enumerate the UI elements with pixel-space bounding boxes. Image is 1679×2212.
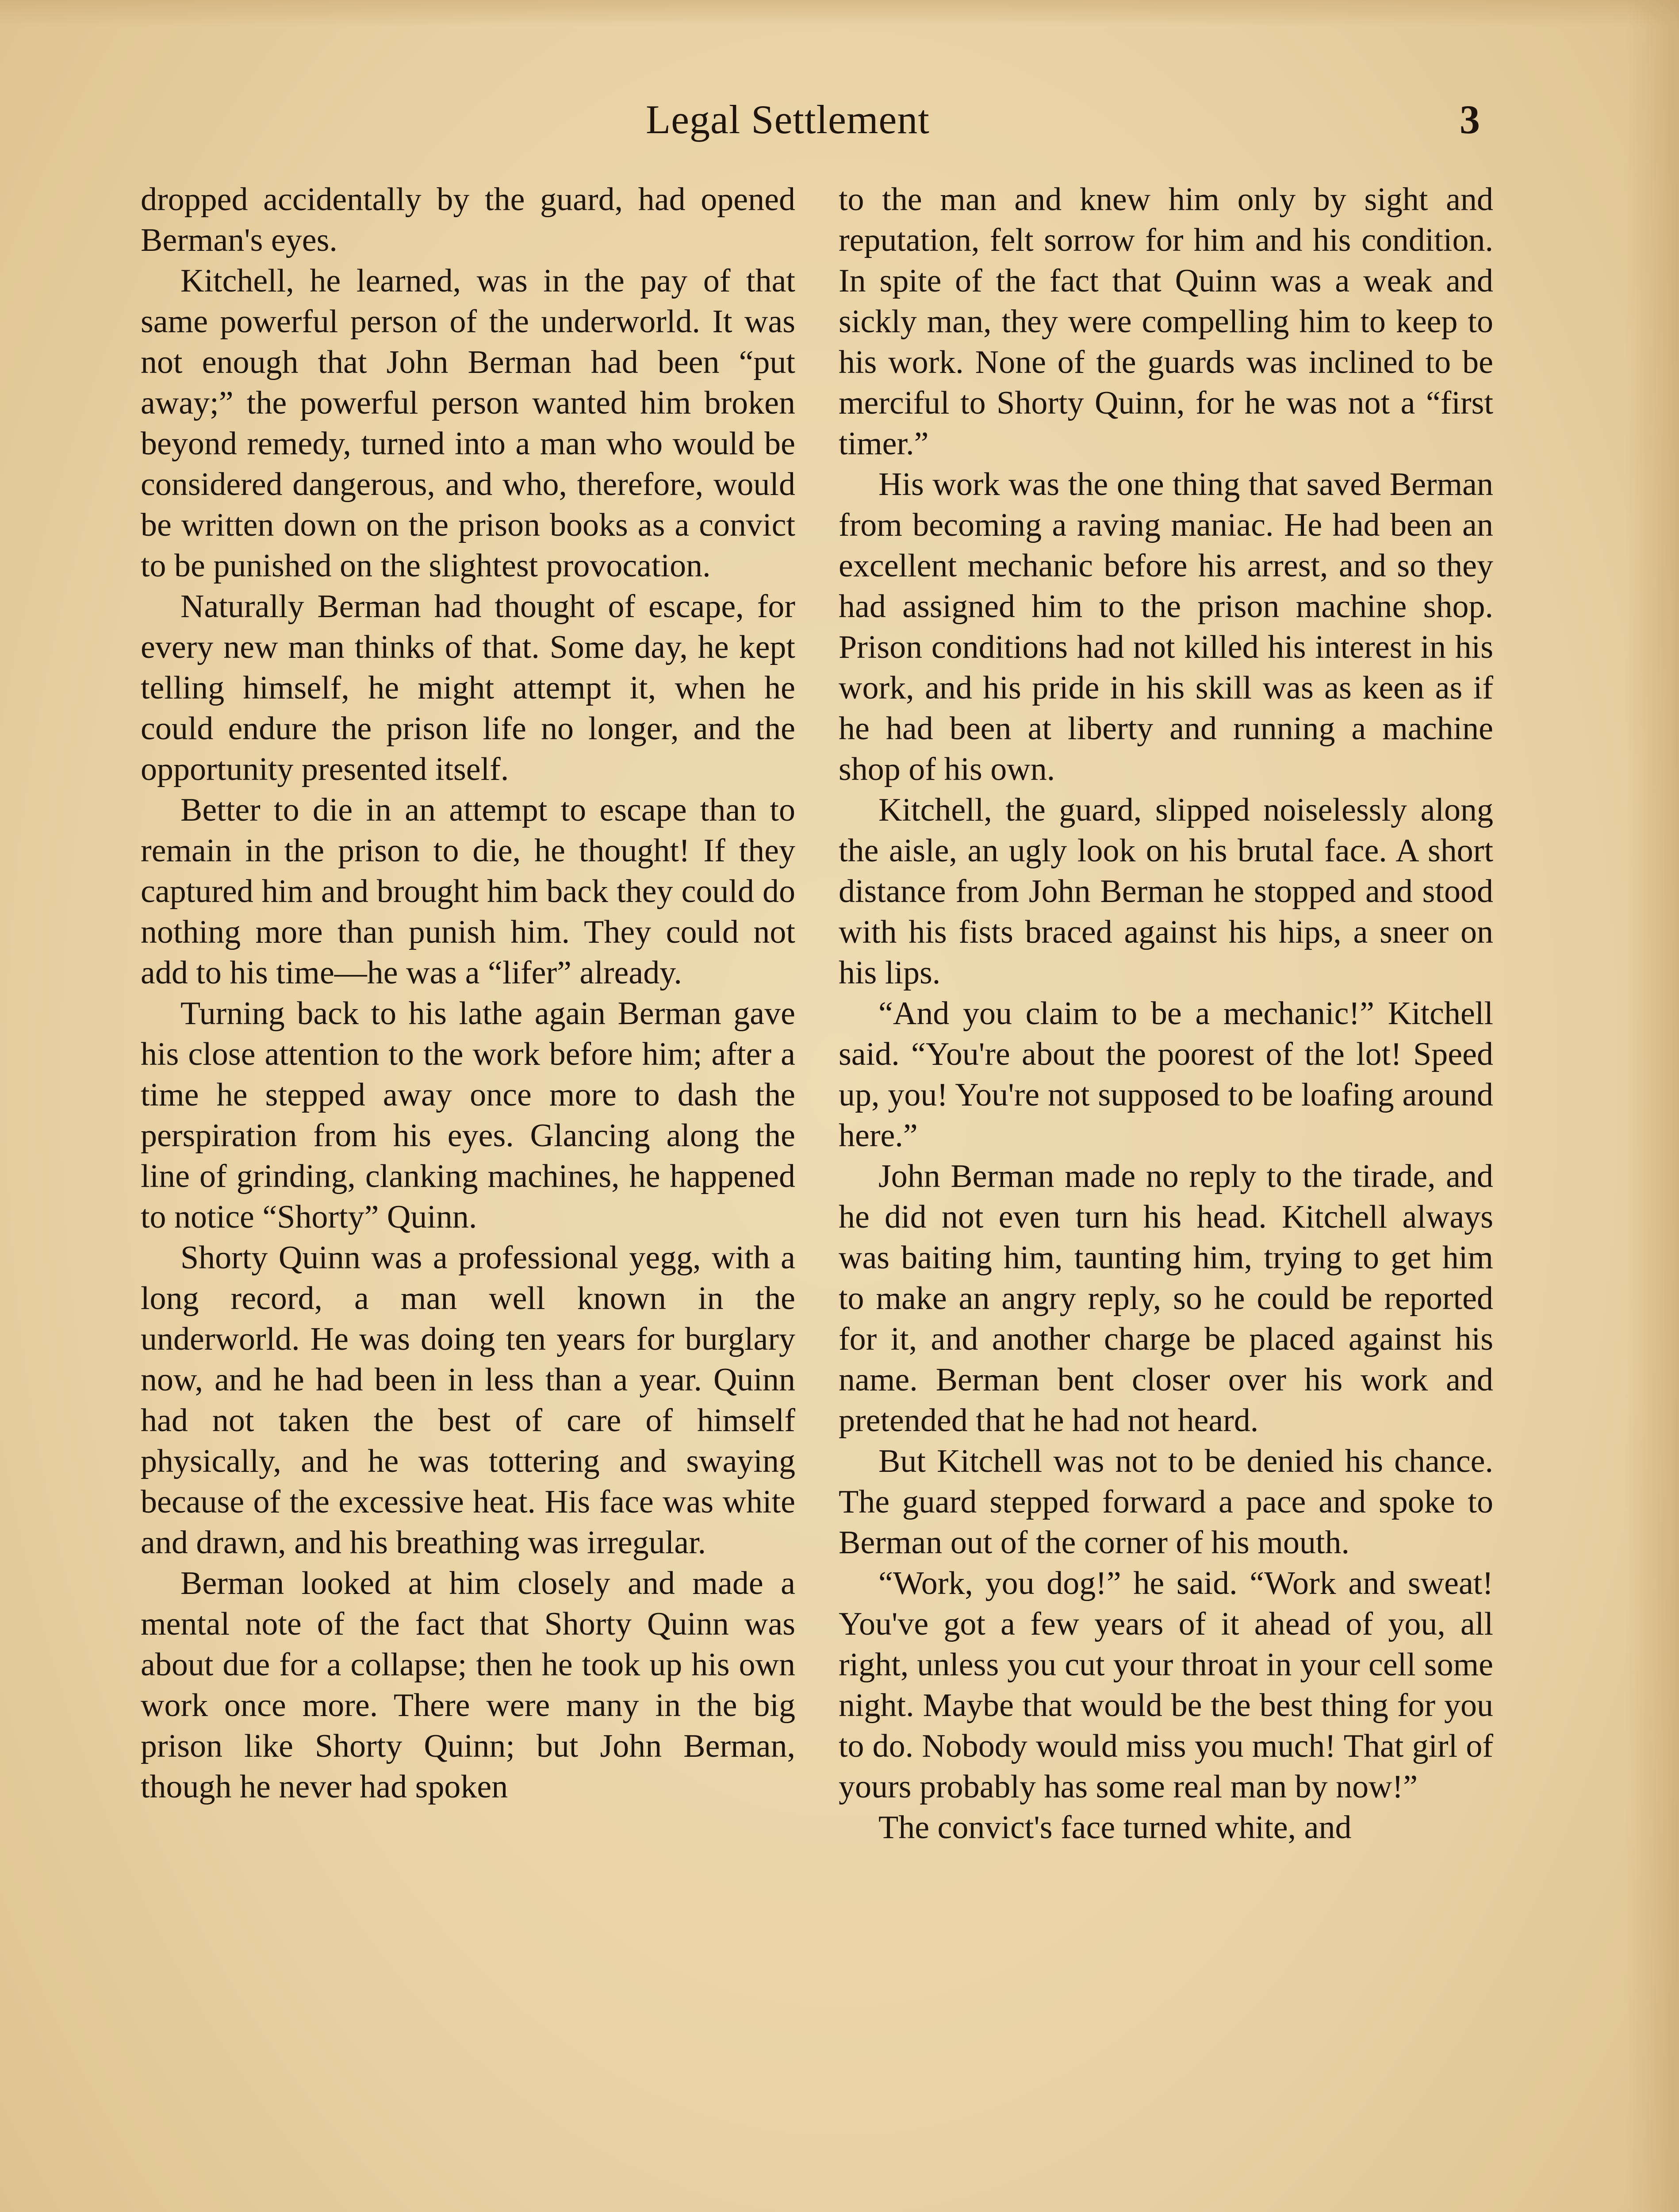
paragraph: Shorty Quinn was a professional yegg, with a long record, a man well known in the underworld. He was doing ten years for burglary now, and he had been in less than a year. Quinn had not taken the best of care of himself physically, and he was tottering and swaying because of the excessive heat. His face was white and drawn, and his breathing was irregular.: [141, 1240, 795, 1561]
paper-edge-shading: [1626, 0, 1679, 2212]
paragraph: Berman looked at him closely and made a mental note of the fact that Shorty Quinn was about due for a collapse; then he took up his own work once more. There were many in the big prison like Shorty Quinn; but John Berman, though he never had spoken: [141, 1565, 795, 1805]
text-column-right: [839, 179, 1493, 2212]
paragraph: dropped accidentally by the guard, had opened Berman's eyes.: [141, 181, 795, 258]
running-title: Legal Settlement: [646, 97, 930, 142]
text-column-left: [141, 179, 795, 2212]
paragraph: Kitchell, the guard, slipped noiselessly along the aisle, an ugly look on his brutal face. A short distance from John Berman he stopped and stood with his fists braced against his hips, a sneer on his lips.: [839, 792, 1493, 991]
paragraph: “And you claim to be a mechanic!” Kitchell said. “You're about the poorest of the lot! Speed up, you! You're not supposed to be loafing around here.”: [839, 995, 1493, 1154]
paragraph: John Berman made no reply to the tirade, and he did not even turn his head. Kitchell always was baiting him, taunting him, trying to get him to make an angry reply, so he could be reported for it, and another charge be placed against his name. Berman bent closer over his work and pretended that he had not heard.: [839, 1158, 1493, 1439]
paragraph: Turning back to his lathe again Berman gave his close attention to the work before him; after a time he stepped away once more to dash the perspiration from his eyes. Glancing along the line of grinding, clanking machines, he happened to notice “Shorty” Quinn.: [141, 995, 795, 1235]
paragraph: His work was the one thing that saved Berman from becoming a raving maniac. He had been an excellent mechanic before his arrest, and so they had assigned him to the prison machine shop. Prison conditions had not killed his interest in his work, and his pride in his skill was as keen as if he had been at liberty and running a machine shop of his own.: [839, 466, 1493, 787]
paragraph: Better to die in an attempt to escape than to remain in the prison to die, he thought! If they captured him and brought him back they could do nothing more than punish him. They could not add to his time—he was a “lifer” already.: [141, 792, 795, 991]
paragraph: to the man and knew him only by sight and reputation, felt sorrow for him and his condition. In spite of the fact that Quinn was a weak and sickly man, they were compelling him to keep to his work. None of the guards was inclined to be merciful to Shorty Quinn, for he was not a “first timer.”: [839, 181, 1493, 462]
paragraph: Kitchell, he learned, was in the pay of that same powerful person of the underworld. It was not enough that John Berman had been “put away;” the powerful person wanted him broken beyond remedy, turned into a man who would be considered dangerous, and who, therefore, would be written down on the prison books as a convict to be punished on the slightest provocation.: [141, 263, 795, 584]
page-number: 3: [1460, 97, 1480, 142]
paper-edge-shading: [0, 0, 1679, 27]
paragraph: The convict's face turned white, and: [878, 1809, 1352, 1846]
paragraph: Naturally Berman had thought of escape, for every new man thinks of that. Some day, he kept telling himself, he might attempt it, when he could endure the prison life no longer, and the opportunity presented itself.: [141, 588, 795, 787]
paragraph: “Work, you dog!” he said. “Work and sweat! You've got a few years of it ahead of you, all right, unless you cut your throat in your cell some night. Maybe that would be the best thing for you to do. Nobody would miss you much! That girl of yours probably has some real man by now!”: [839, 1565, 1493, 1805]
paragraph: But Kitchell was not to be denied his chance. The guard stepped forward a pace and spoke to Berman out of the corner of his mouth.: [839, 1443, 1493, 1561]
page-header: [0, 93, 1679, 146]
